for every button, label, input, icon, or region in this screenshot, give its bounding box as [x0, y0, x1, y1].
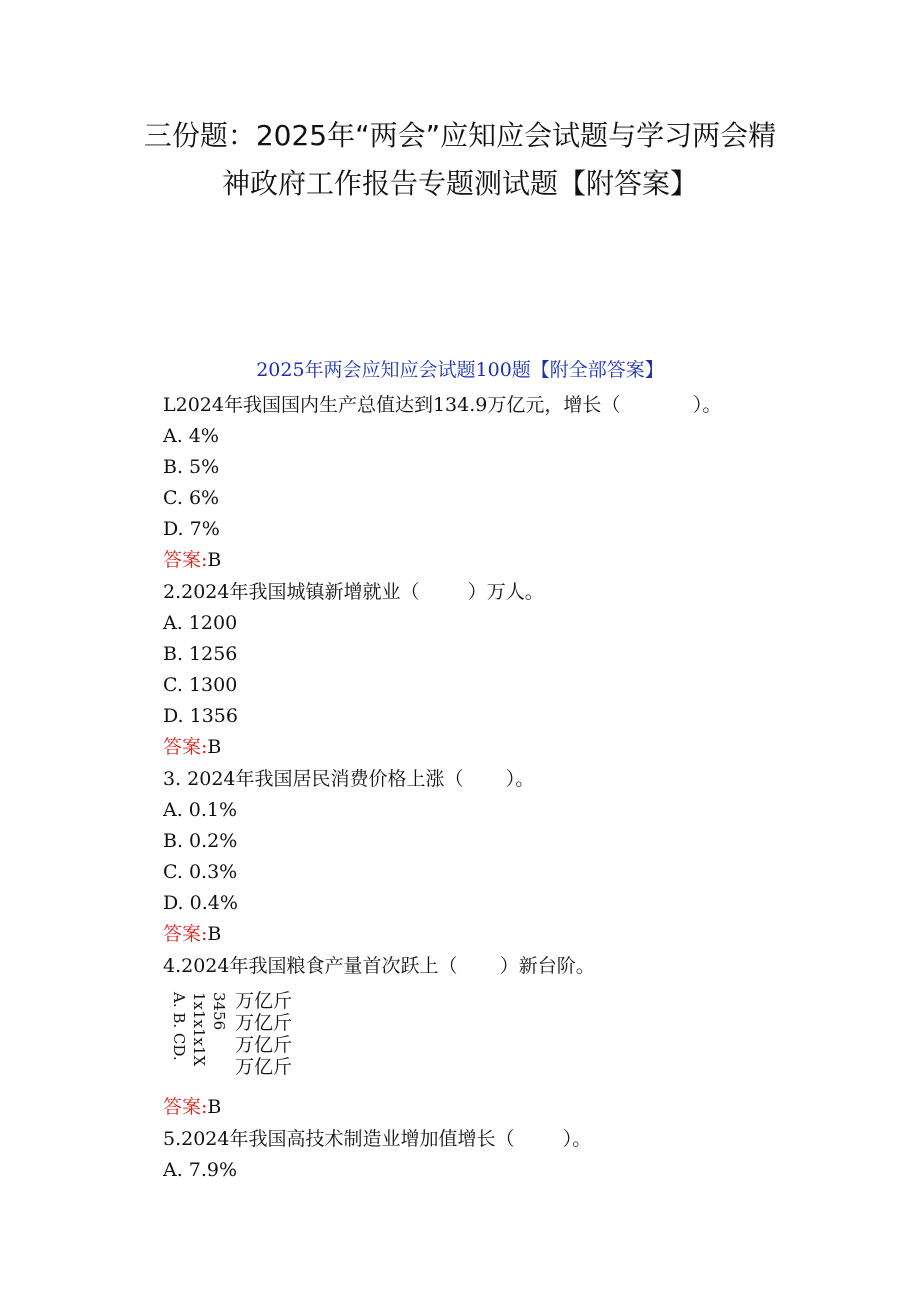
option-unit: 万亿斤	[235, 990, 293, 1012]
question-1-option-b: B. 5%	[163, 456, 220, 478]
question-3-option-d: D. 0.4%	[163, 892, 238, 914]
question-4-garbled-options	[163, 990, 323, 1085]
question-1-answer	[163, 545, 221, 575]
question-3-option-c: C. 0.3%	[163, 861, 238, 883]
question-1-option-a: A. 4%	[163, 425, 219, 447]
option-unit: 万亿斤	[235, 1012, 293, 1034]
question-4-text: 4.2024年我国粮食产量首次跃上（ ）新台阶。	[163, 955, 595, 977]
question-2-answer	[163, 732, 221, 762]
question-3-option-b: B. 0.2%	[163, 830, 238, 852]
answer-label: 答案:	[163, 1096, 208, 1118]
answer-value: B	[207, 923, 222, 945]
question-3-answer	[163, 919, 221, 949]
document-title-line-2: 神政府工作报告专题测试题【附答案】	[221, 167, 698, 200]
document-title-line-1: 三份题：2025年“两会”应知应会试题与学习两会精	[143, 119, 777, 152]
question-1-option-c: C. 6%	[163, 487, 220, 509]
question-2-option-c: C. 1300	[163, 674, 238, 696]
quiz-subtitle: 2025年两会应知应会试题100题【附全部答案】	[256, 359, 664, 381]
question-2-option-a: A. 1200	[163, 612, 238, 634]
question-4-answer	[163, 1092, 221, 1122]
answer-value: B	[207, 1096, 222, 1118]
question-2-option-d: D. 1356	[163, 705, 238, 727]
answer-label: 答案:	[163, 736, 208, 758]
question-3-option-a: A. 0.1%	[163, 799, 238, 821]
answer-label: 答案:	[163, 923, 208, 945]
option-unit: 万亿斤	[235, 1034, 293, 1056]
question-2-option-b: B. 1256	[163, 643, 238, 665]
question-5-option-a: A. 7.9%	[163, 1159, 238, 1181]
question-5-text: 5.2024年我国高技术制造业增加值增长（ ）。	[163, 1128, 592, 1150]
question-1-option-d: D. 7%	[163, 518, 220, 540]
garbled-option-digits: 3456	[210, 992, 228, 1031]
question-1-text: L2024年我国国内生产总值达到134.9万亿元，增长（ ）。	[163, 394, 722, 416]
question-3-text: 3. 2024年我国居民消费价格上涨（ ）。	[163, 768, 535, 790]
answer-value: B	[207, 549, 222, 571]
answer-label: 答案:	[163, 549, 208, 571]
option-unit: 万亿斤	[235, 1056, 293, 1078]
answer-value: B	[207, 736, 222, 758]
garbled-option-multipliers: 1x1x1x1X	[190, 992, 208, 1067]
garbled-option-letters: A. B. CD.	[170, 992, 188, 1061]
question-2-text: 2.2024年我国城镇新增就业（ ）万人。	[163, 581, 544, 603]
